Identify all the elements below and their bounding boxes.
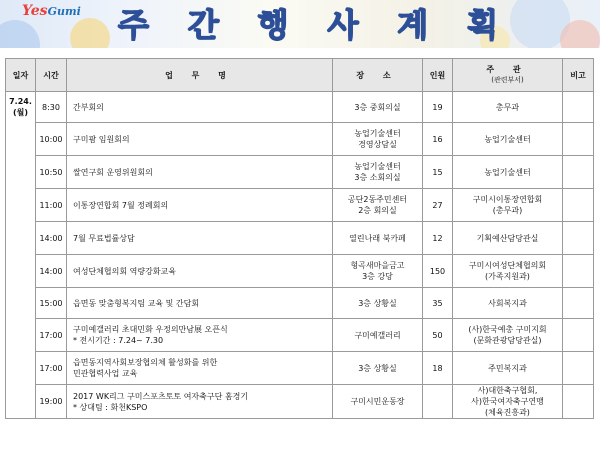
task-cell: 구미팜 임원회의 — [67, 123, 333, 156]
time-cell: 19:00 — [36, 385, 67, 419]
title-char: 사 — [327, 6, 359, 44]
note-cell — [563, 255, 594, 288]
table-header-row — [6, 59, 594, 92]
note-cell — [563, 319, 594, 352]
place-cell: 구미시민운동장 — [333, 385, 423, 419]
col-header-host — [453, 59, 563, 92]
table-row — [6, 255, 594, 288]
host-cell: 구미시여성단체협의회 (가족지원과) — [453, 255, 563, 288]
time-cell: 11:00 — [36, 189, 67, 222]
header-banner — [0, 0, 600, 48]
logo — [22, 3, 81, 19]
col-header-people: 인원 — [423, 59, 453, 92]
title-char: 주 — [118, 6, 149, 44]
host-cell: 주민복지과 — [453, 352, 563, 385]
host-cell: 농업기술센터 — [453, 123, 563, 156]
table-row — [6, 319, 594, 352]
page-title — [118, 3, 498, 43]
place-cell: 농업기술센터 경영상담실 — [333, 123, 423, 156]
place-cell: 3층 중회의실 — [333, 92, 423, 123]
table-row — [6, 222, 594, 255]
people-cell: 12 — [423, 222, 453, 255]
time-cell: 10:00 — [36, 123, 67, 156]
table-row — [6, 123, 594, 156]
schedule-body — [6, 92, 594, 419]
decor-bubble — [0, 20, 40, 48]
table-row — [6, 288, 594, 319]
people-cell: 150 — [423, 255, 453, 288]
place-cell: 구미예갤러리 — [333, 319, 423, 352]
col-header-host-label: 주 관 — [486, 65, 529, 74]
people-cell: 19 — [423, 92, 453, 123]
note-cell — [563, 92, 594, 123]
table-row — [6, 92, 594, 123]
note-cell — [563, 352, 594, 385]
task-cell: 7월 무료법률상담 — [67, 222, 333, 255]
decor-bubble — [70, 18, 110, 48]
note-cell — [563, 123, 594, 156]
place-cell: 형곡새마을금고 3층 강당 — [333, 255, 423, 288]
task-cell: 읍면동 맞춤형복지팀 교육 및 간담회 — [67, 288, 333, 319]
table-row — [6, 189, 594, 222]
date-cell: 7.24. (월) — [6, 92, 36, 419]
host-cell: (사)한국예총 구미지회 (문화관광담당관실) — [453, 319, 563, 352]
logo-prefix: Yes — [22, 3, 48, 19]
time-cell: 8:30 — [36, 92, 67, 123]
title-char: 계 — [397, 6, 429, 44]
host-cell: 총무과 — [453, 92, 563, 123]
place-cell: 3층 상황실 — [333, 288, 423, 319]
place-cell: 공단2동주민센터 2층 회의실 — [333, 189, 423, 222]
host-cell: 사회복지과 — [453, 288, 563, 319]
note-cell — [563, 222, 594, 255]
task-cell: 이통장연합회 7월 정례회의 — [67, 189, 333, 222]
col-header-note: 비고 — [563, 59, 594, 92]
time-cell: 14:00 — [36, 255, 67, 288]
task-cell: 읍면동지역사회보장협의체 활성화를 위한 민관협력사업 교육 — [67, 352, 333, 385]
time-cell: 17:00 — [36, 352, 67, 385]
host-cell: 기획예산담당관실 — [453, 222, 563, 255]
col-header-place: 장 소 — [333, 59, 423, 92]
title-char: 획 — [467, 6, 498, 44]
people-cell: 27 — [423, 189, 453, 222]
time-cell: 15:00 — [36, 288, 67, 319]
col-header-date: 일자 — [6, 59, 36, 92]
note-cell — [563, 189, 594, 222]
time-cell: 14:00 — [36, 222, 67, 255]
people-cell — [423, 385, 453, 419]
col-header-host-sub: (관련부서) — [491, 76, 524, 84]
table-row — [6, 385, 594, 419]
host-cell: 구미시이통장연합회 (총무과) — [453, 189, 563, 222]
task-cell: 간부회의 — [67, 92, 333, 123]
table-row — [6, 352, 594, 385]
people-cell: 50 — [423, 319, 453, 352]
col-header-time: 시간 — [36, 59, 67, 92]
people-cell: 35 — [423, 288, 453, 319]
place-cell: 농업기술센터 3층 소회의실 — [333, 156, 423, 189]
place-cell: 3층 상황실 — [333, 352, 423, 385]
time-cell: 17:00 — [36, 319, 67, 352]
col-header-task: 업 무 명 — [67, 59, 333, 92]
schedule-table — [5, 58, 594, 419]
title-char: 간 — [187, 6, 219, 44]
task-cell: 구미예갤러리 초대민화 우정의만남展 오픈식 * 전시기간 : 7.24~ 7.30 — [67, 319, 333, 352]
note-cell — [563, 288, 594, 319]
place-cell: 열린나래 북카페 — [333, 222, 423, 255]
host-cell: 농업기술센터 — [453, 156, 563, 189]
task-cell: 여성단체협의회 역량강화교육 — [67, 255, 333, 288]
table-row — [6, 156, 594, 189]
time-cell: 10:50 — [36, 156, 67, 189]
decor-bubble — [560, 20, 600, 48]
people-cell: 15 — [423, 156, 453, 189]
people-cell: 16 — [423, 123, 453, 156]
people-cell: 18 — [423, 352, 453, 385]
task-cell: 쌀연구회 운영위원회의 — [67, 156, 333, 189]
note-cell — [563, 156, 594, 189]
task-cell: 2017 WK리그 구미스포츠토토 여자축구단 홈경기 * 상대팀 : 화천KSPO — [67, 385, 333, 419]
note-cell — [563, 385, 594, 419]
host-cell: 사)대한축구협회, 사)한국여자축구연맹 (체육진흥과) — [453, 385, 563, 419]
title-char: 행 — [257, 6, 289, 44]
logo-suffix: Gumi — [47, 5, 81, 18]
